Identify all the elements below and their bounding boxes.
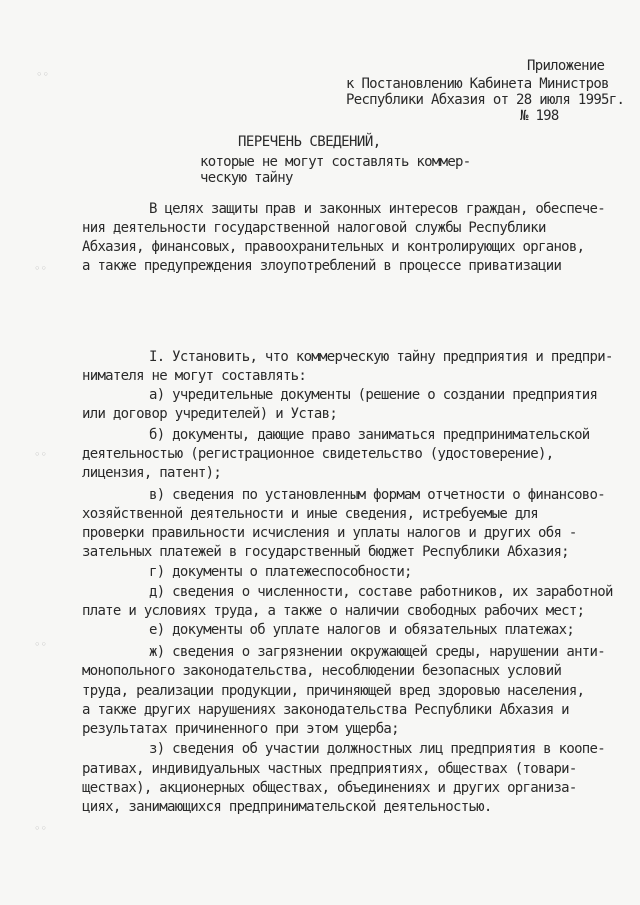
body-line: труда, реализации продукции, причиняющей вред здоровью населения, bbox=[82, 683, 585, 699]
scan-mark: ◦◦ bbox=[36, 68, 49, 81]
body-line: деятельностью (регистрационное свидетельство (удостоверение), bbox=[82, 446, 554, 462]
body-line: г) документы о платежеспособности; bbox=[149, 564, 412, 580]
body-line: хозяйственной деятельности и иные сведения, истребуемые для bbox=[82, 506, 538, 522]
body-line: ж) сведения о загрязнении окружающей среды, нарушении анти- bbox=[149, 644, 605, 660]
body-line: зательных платежей в государственный бюджет Республики Абхазия; bbox=[82, 544, 569, 560]
scan-mark: ◦◦ bbox=[34, 638, 47, 651]
page-title: ПЕРЕЧЕНЬ СВЕДЕНИЙ, bbox=[238, 134, 381, 150]
body-line: лицензия, патент); bbox=[82, 465, 222, 481]
body-line: монопольного законодательства, несоблюдении безопасных условий bbox=[82, 663, 562, 679]
body-line: ществах), акционерных обществах, объединениях и других организа- bbox=[82, 780, 577, 796]
appendix-line-3: Республики Абхазия от 28 июля 1995г. bbox=[346, 92, 625, 108]
body-line: а) учредительные документы (решение о создании предприятия bbox=[149, 387, 598, 403]
body-line: в) сведения по установленным формам отчетности о финансово- bbox=[149, 487, 605, 503]
body-line: нимателя не могут составлять: bbox=[82, 368, 307, 384]
body-line: проверки правильности исчисления и уплаты налогов и других обя - bbox=[82, 525, 577, 541]
appendix-line-2: к Постановлению Кабинета Министров bbox=[346, 76, 609, 92]
preamble-line: ния деятельности государственной налоговой службы Республики bbox=[82, 220, 546, 236]
preamble-line: Абхазия, финансовых, правоохранительных и контролирующих органов, bbox=[82, 239, 585, 255]
body-line: ративах, индивидуальных частных предприятиях, обществах (товари- bbox=[82, 761, 577, 777]
body-line: д) сведения о численности, составе работников, их заработной bbox=[149, 584, 613, 600]
body-line: плате и условиях труда, а также о наличии свободных рабочих мест; bbox=[82, 603, 585, 619]
body-line: или договор учредителей) и Устав; bbox=[82, 406, 338, 422]
scan-mark: ◦◦ bbox=[34, 448, 47, 461]
body-line: з) сведения об участии должностных лиц предприятия в коопе- bbox=[149, 741, 605, 757]
body-line: результатах причиненного при этом ущерба; bbox=[82, 721, 399, 737]
body-line: б) документы, дающие право заниматься предпринимательской bbox=[149, 427, 590, 443]
scan-mark: ◦◦ bbox=[34, 822, 47, 835]
body-line: е) документы об уплате налогов и обязательных платежах; bbox=[149, 622, 575, 638]
appendix-line-1: Приложение bbox=[527, 58, 605, 74]
appendix-number: № 198 bbox=[520, 108, 559, 124]
scan-mark: ◦◦ bbox=[34, 262, 47, 275]
body-line: I. Установить, что коммерческую тайну предприятия и предпри- bbox=[149, 349, 613, 365]
preamble-line: а также предупреждения злоупотреблений в процессе приватизации bbox=[82, 258, 562, 274]
title-subtitle-1: которые не могут составлять коммер- bbox=[200, 154, 471, 170]
body-line: циях, занимающихся предпринимательской деятельностью. bbox=[82, 799, 492, 815]
title-subtitle-2: ческую тайну bbox=[200, 170, 293, 186]
body-line: а также других нарушениях законодательства Республики Абхазия и bbox=[82, 702, 569, 718]
preamble-line: В целях защиты прав и законных интересов граждан, обеспече- bbox=[149, 201, 605, 217]
